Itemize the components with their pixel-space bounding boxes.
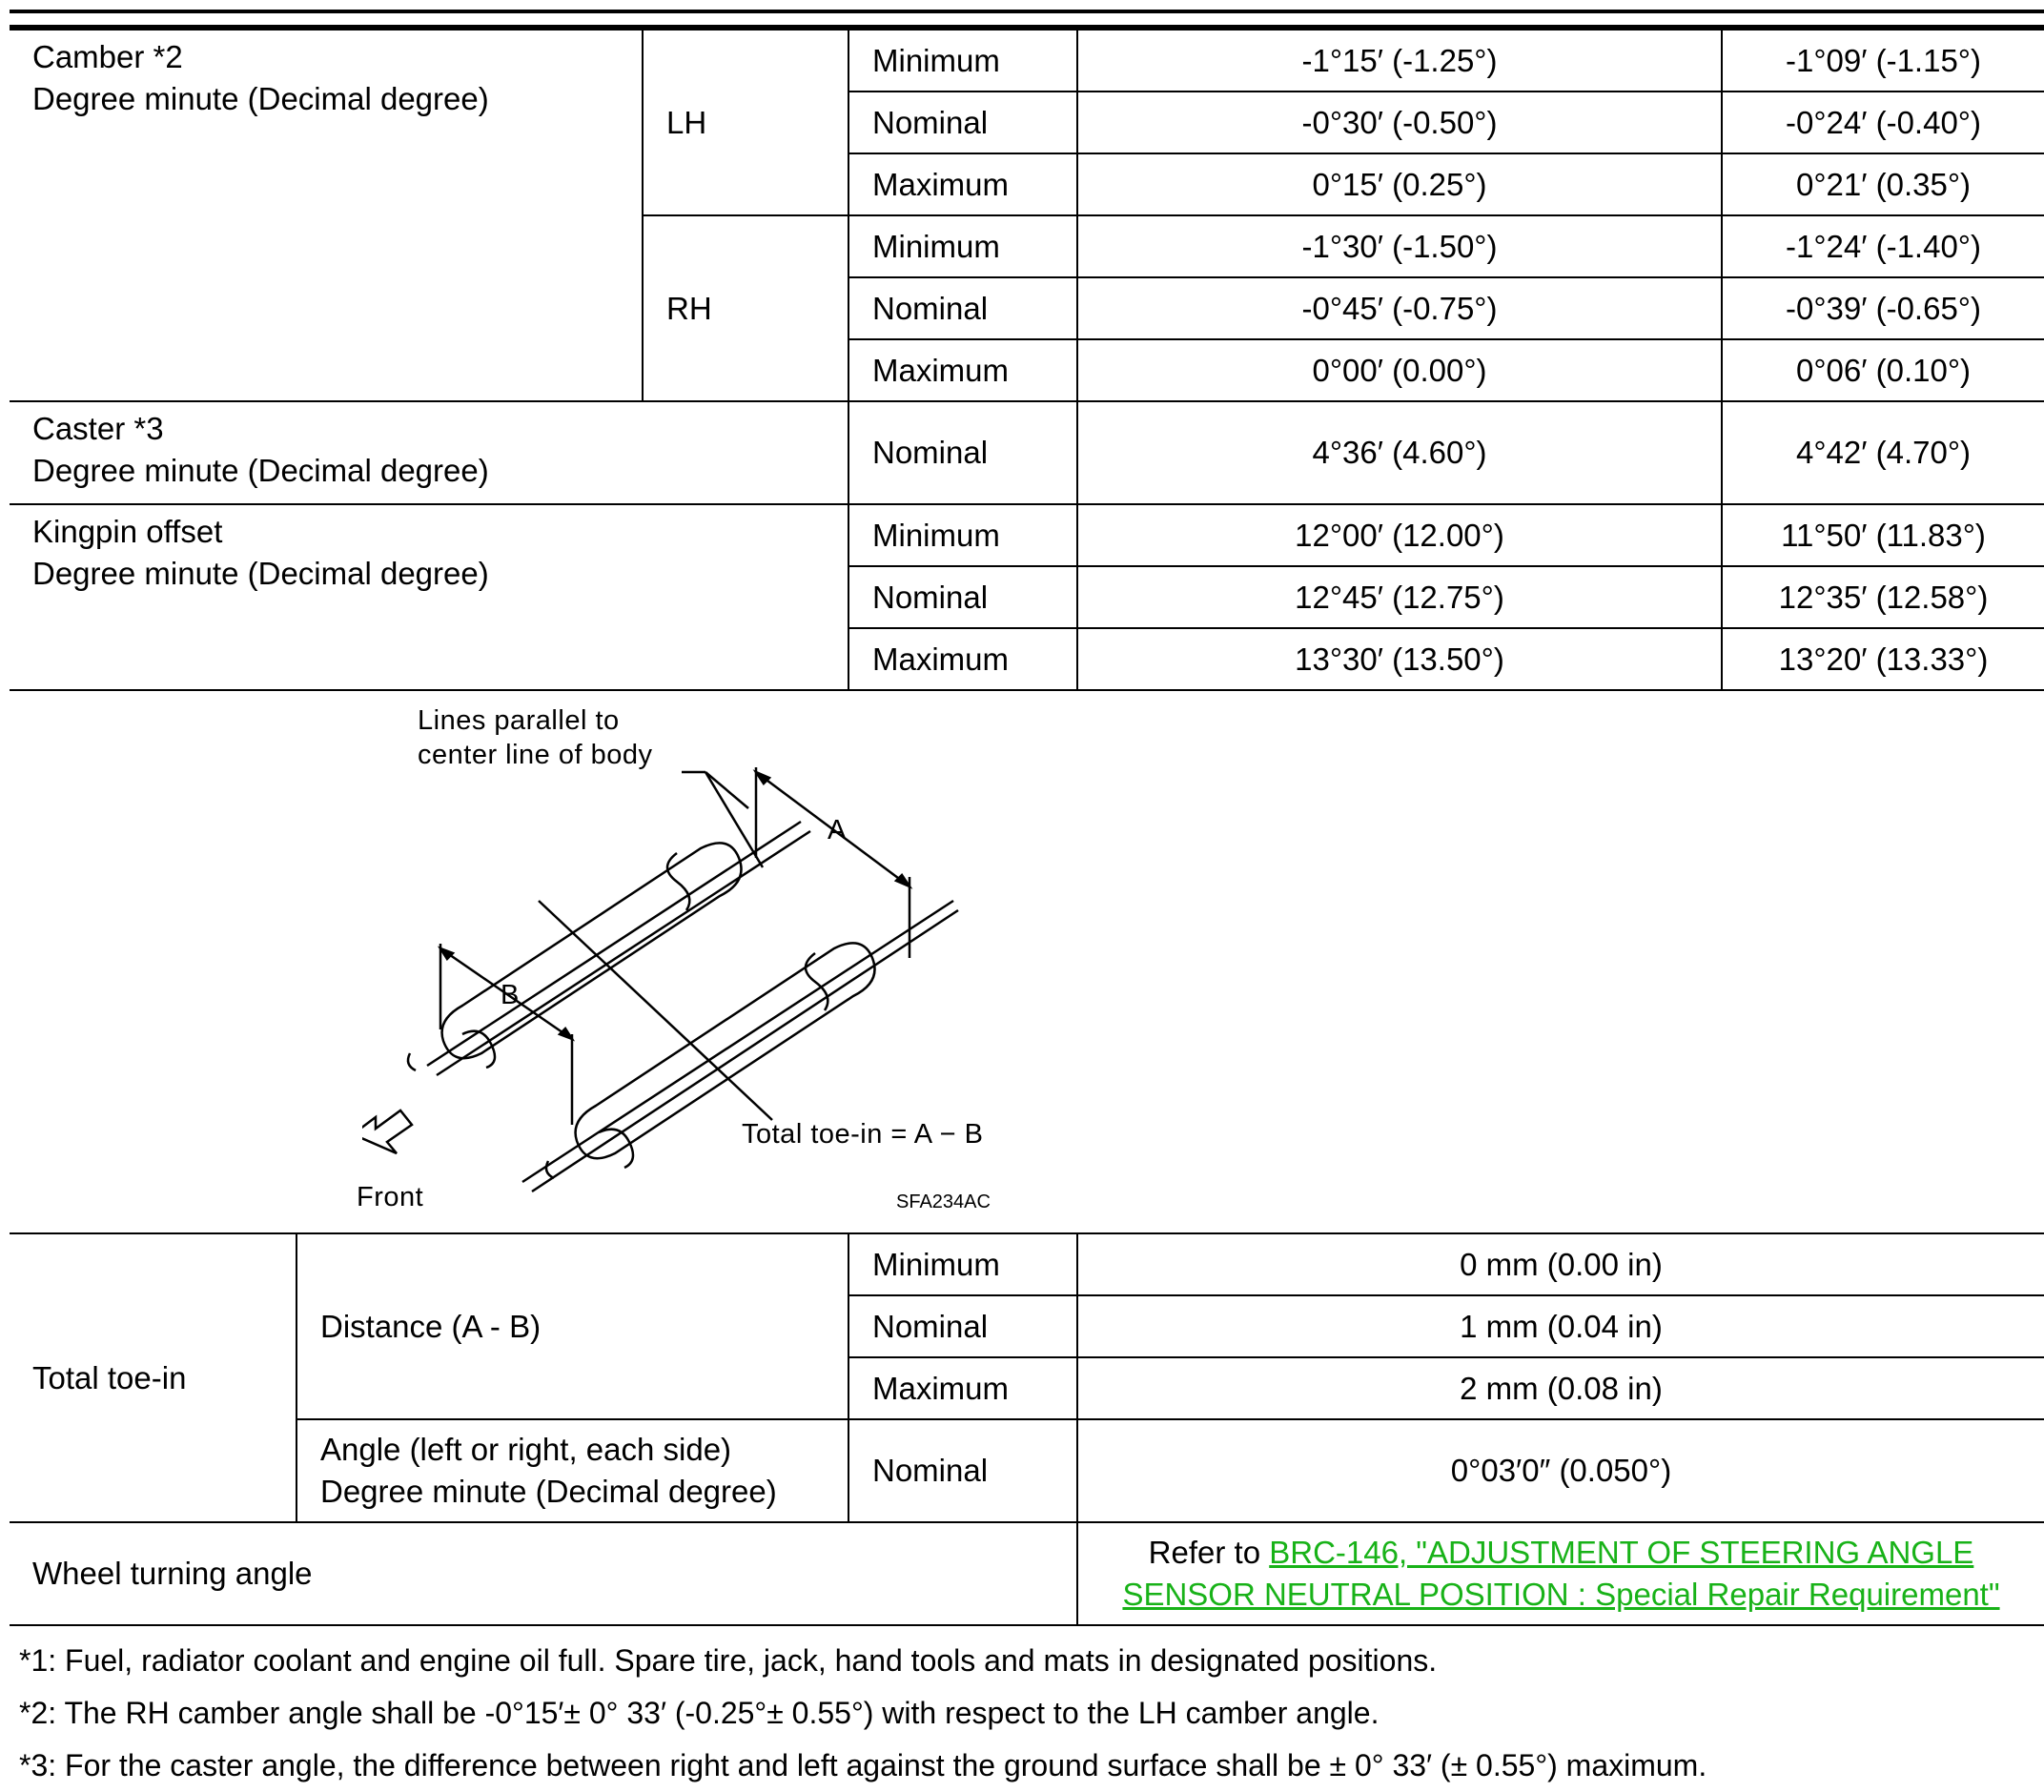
brc-146-link[interactable]: BRC-146, "ADJUSTMENT OF STEERING ANGLE [1269, 1535, 1974, 1570]
value-cell: -0°39′ (-0.65°) [1722, 277, 2044, 339]
label-total-toe-in: Total toe-in = A − B [742, 1119, 984, 1150]
front-arrow-icon [362, 1110, 412, 1153]
value-cell: -1°15′ (-1.25°) [1077, 30, 1722, 92]
value-cell: 0°00′ (0.00°) [1077, 339, 1722, 401]
distance-label: Distance (A - B) [296, 1233, 848, 1419]
value-cell: 12°45′ (12.75°) [1077, 566, 1722, 628]
angle-label-cell [296, 1419, 848, 1522]
table-row [10, 1419, 2044, 1522]
table-row [10, 30, 2044, 92]
toe-in-spec-table [10, 1232, 2044, 1626]
value-cell: 0°15′ (0.25°) [1077, 153, 1722, 215]
caster-unit: Degree minute (Decimal degree) [32, 453, 489, 488]
angle-label: Angle (left or right, each side) [320, 1432, 732, 1467]
row-label: Minimum [848, 215, 1077, 277]
value-cell: -0°24′ (-0.40°) [1722, 92, 2044, 153]
caster-title: Caster *3 [32, 411, 164, 446]
value-cell: 13°30′ (13.50°) [1077, 628, 1722, 690]
row-label: Minimum [848, 504, 1077, 566]
camber-title: Camber *2 [32, 39, 183, 74]
label-center-line: center line of body [418, 740, 653, 770]
value-cell: 4°36′ (4.60°) [1077, 401, 1722, 504]
row-label: Nominal [848, 566, 1077, 628]
value-cell: -1°09′ (-1.15°) [1722, 30, 2044, 92]
value-cell: 2 mm (0.08 in) [1077, 1357, 2044, 1419]
value-cell: 12°00′ (12.00°) [1077, 504, 1722, 566]
label-lines-parallel: Lines parallel to [418, 705, 620, 736]
value-cell: -0°30′ (-0.50°) [1077, 92, 1722, 153]
value-cell: 1 mm (0.04 in) [1077, 1295, 2044, 1357]
label-b: B [501, 980, 520, 1010]
top-rule [10, 10, 2044, 13]
footnote-1: *1: Fuel, radiator coolant and engine oil full. Spare tire, jack, hand tools and mats in designated positions. [19, 1643, 1438, 1678]
value-cell: 0 mm (0.00 in) [1077, 1233, 2044, 1295]
row-label: Nominal [848, 277, 1077, 339]
toe-in-title: Total toe-in [10, 1233, 296, 1522]
row-label: Nominal [848, 1295, 1077, 1357]
value-cell: 13°20′ (13.33°) [1722, 628, 2044, 690]
camber-side-lh: LH [643, 30, 848, 215]
figure-code: SFA234AC [896, 1191, 991, 1212]
table-row [10, 1233, 2044, 1295]
toe-in-diagram [357, 705, 1068, 1220]
value-cell: -0°45′ (-0.75°) [1077, 277, 1722, 339]
value-cell: -1°30′ (-1.50°) [1077, 215, 1722, 277]
row-label: Nominal [848, 92, 1077, 153]
footnotes [19, 1635, 1707, 1792]
kingpin-unit: Degree minute (Decimal degree) [32, 556, 489, 591]
value-cell: 0°06′ (0.10°) [1722, 339, 2044, 401]
brc-146-link-cont[interactable]: SENSOR NEUTRAL POSITION : Special Repair Requirement" [1122, 1577, 2000, 1612]
kingpin-title: Kingpin offset [32, 514, 223, 549]
row-label: Minimum [848, 30, 1077, 92]
row-label: Minimum [848, 1233, 1077, 1295]
camber-unit: Degree minute (Decimal degree) [32, 81, 489, 116]
value-cell: 4°42′ (4.70°) [1722, 401, 2044, 504]
label-front: Front [357, 1182, 424, 1212]
table-row [10, 504, 2044, 566]
label-a: A [828, 815, 847, 845]
kingpin-header-cell [10, 504, 848, 690]
camber-header-cell [10, 30, 643, 401]
row-label: Nominal [848, 1419, 1077, 1522]
row-label: Maximum [848, 339, 1077, 401]
value-cell: 0°21′ (0.35°) [1722, 153, 2044, 215]
row-label: Nominal [848, 401, 1077, 504]
value-cell: 11°50′ (11.83°) [1722, 504, 2044, 566]
footnote-2: *2: The RH camber angle shall be -0°15′± 0° 33′ (-0.25°± 0.55°) with respect to the LH camber angle. [19, 1696, 1380, 1730]
table-row [10, 1522, 2044, 1625]
camber-side-rh: RH [643, 215, 848, 401]
wheel-turning-ref-cell [1077, 1522, 2044, 1625]
footnote-3: *3: For the caster angle, the difference between right and left against the ground surface shall be ± 0° 33′ (± 0.55°) maximum. [19, 1748, 1707, 1782]
table-row [10, 401, 2044, 504]
value-cell: -1°24′ (-1.40°) [1722, 215, 2044, 277]
row-label: Maximum [848, 628, 1077, 690]
caster-header-cell [10, 401, 848, 504]
refer-to-text: Refer to [1148, 1535, 1270, 1570]
row-label: Maximum [848, 153, 1077, 215]
row-label: Maximum [848, 1357, 1077, 1419]
wheel-turning-label: Wheel turning angle [10, 1522, 1077, 1625]
angle-unit: Degree minute (Decimal degree) [320, 1474, 777, 1509]
value-cell: 12°35′ (12.58°) [1722, 566, 2044, 628]
alignment-spec-table [10, 29, 2044, 691]
value-cell: 0°03′0″ (0.050°) [1077, 1419, 2044, 1522]
